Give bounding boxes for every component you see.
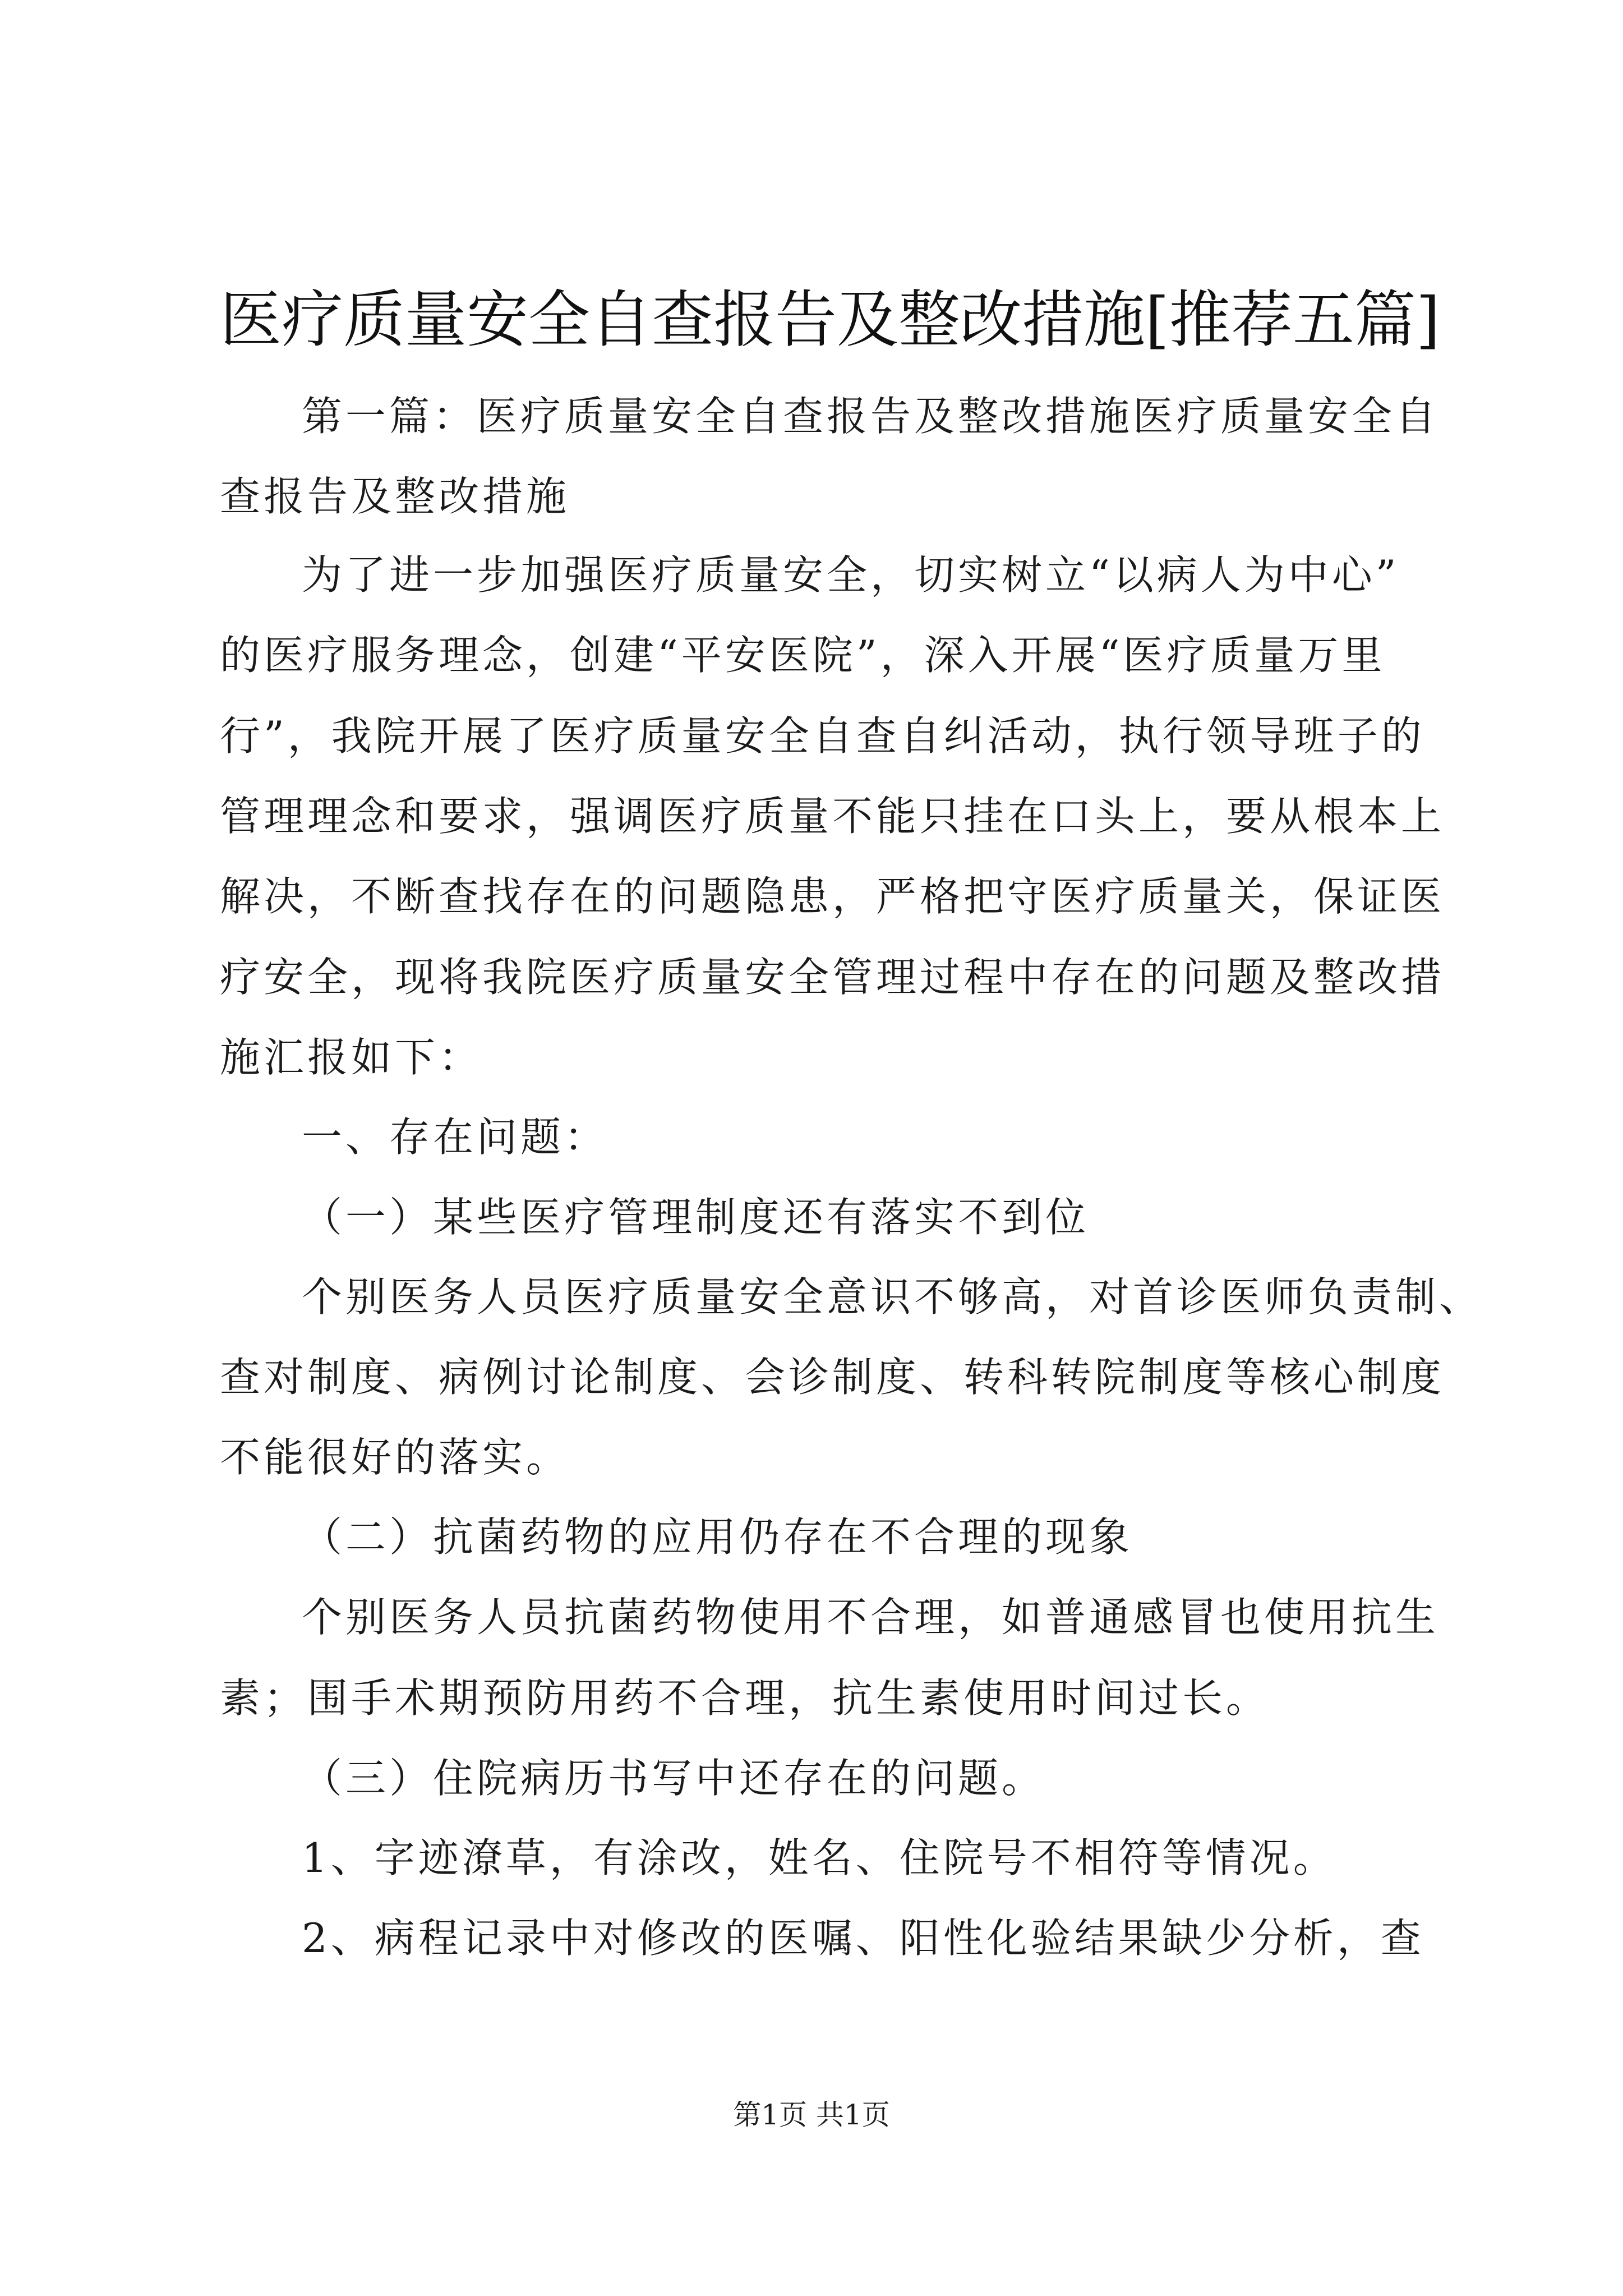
paragraph-line: 不能很好的落实。	[220, 1434, 570, 1481]
list-item: 1、字迹潦草，有涂改，姓名、住院号不相符等情况。	[302, 1834, 1337, 1881]
paragraph-line: 个别医务人员医疗质量安全意识不够高，对首诊医师负责制、	[302, 1273, 1483, 1320]
subsection-heading: （一）某些医疗管理制度还有落实不到位	[302, 1194, 1090, 1241]
list-item: 2、病程记录中对修改的医嘱、阳性化验结果缺少分析，查	[302, 1915, 1424, 1962]
paragraph-line: 查对制度、病例讨论制度、会诊制度、转科转院制度等核心制度	[220, 1354, 1445, 1401]
document-title: 医疗质量安全自查报告及整改措施[推荐五篇]	[220, 284, 1440, 356]
paragraph-line: 施汇报如下：	[220, 1034, 483, 1081]
subsection-heading: （二）抗菌药物的应用仍存在不合理的现象	[302, 1513, 1133, 1561]
paragraph-line: 疗安全，现将我院医疗质量安全管理过程中存在的问题及整改措	[220, 954, 1445, 1001]
subsection-heading: （三）住院病历书写中还存在的问题。	[302, 1755, 1046, 1802]
paragraph-line: 素；围手术期预防用药不合理，抗生素使用时间过长。	[220, 1674, 1270, 1722]
paragraph-line: 个别医务人员抗菌药物使用不合理，如普通感冒也使用抗生	[302, 1594, 1440, 1641]
paragraph-line: 第一篇：医疗质量安全自查报告及整改措施医疗质量安全自	[302, 393, 1440, 440]
paragraph-line: 管理理念和要求，强调医疗质量不能只挂在口头上，要从根本上	[220, 793, 1445, 840]
paragraph-line: 行”，我院开展了医疗质量安全自查自纠活动，执行领导班子的	[220, 712, 1425, 760]
section-heading: 一、存在问题：	[302, 1114, 608, 1161]
page-footer: 第1页 共1页	[733, 2099, 890, 2131]
paragraph-line: 为了进一步加强医疗质量安全，切实树立“以病人为中心”	[302, 551, 1400, 599]
paragraph-line: 的医疗服务理念，创建“平安医院”，深入开展“医疗质量万里	[220, 632, 1386, 679]
paragraph-line: 解决，不断查找存在的问题隐患，严格把守医疗质量关，保证医	[220, 873, 1445, 920]
paragraph-line: 查报告及整改措施	[220, 473, 570, 520]
